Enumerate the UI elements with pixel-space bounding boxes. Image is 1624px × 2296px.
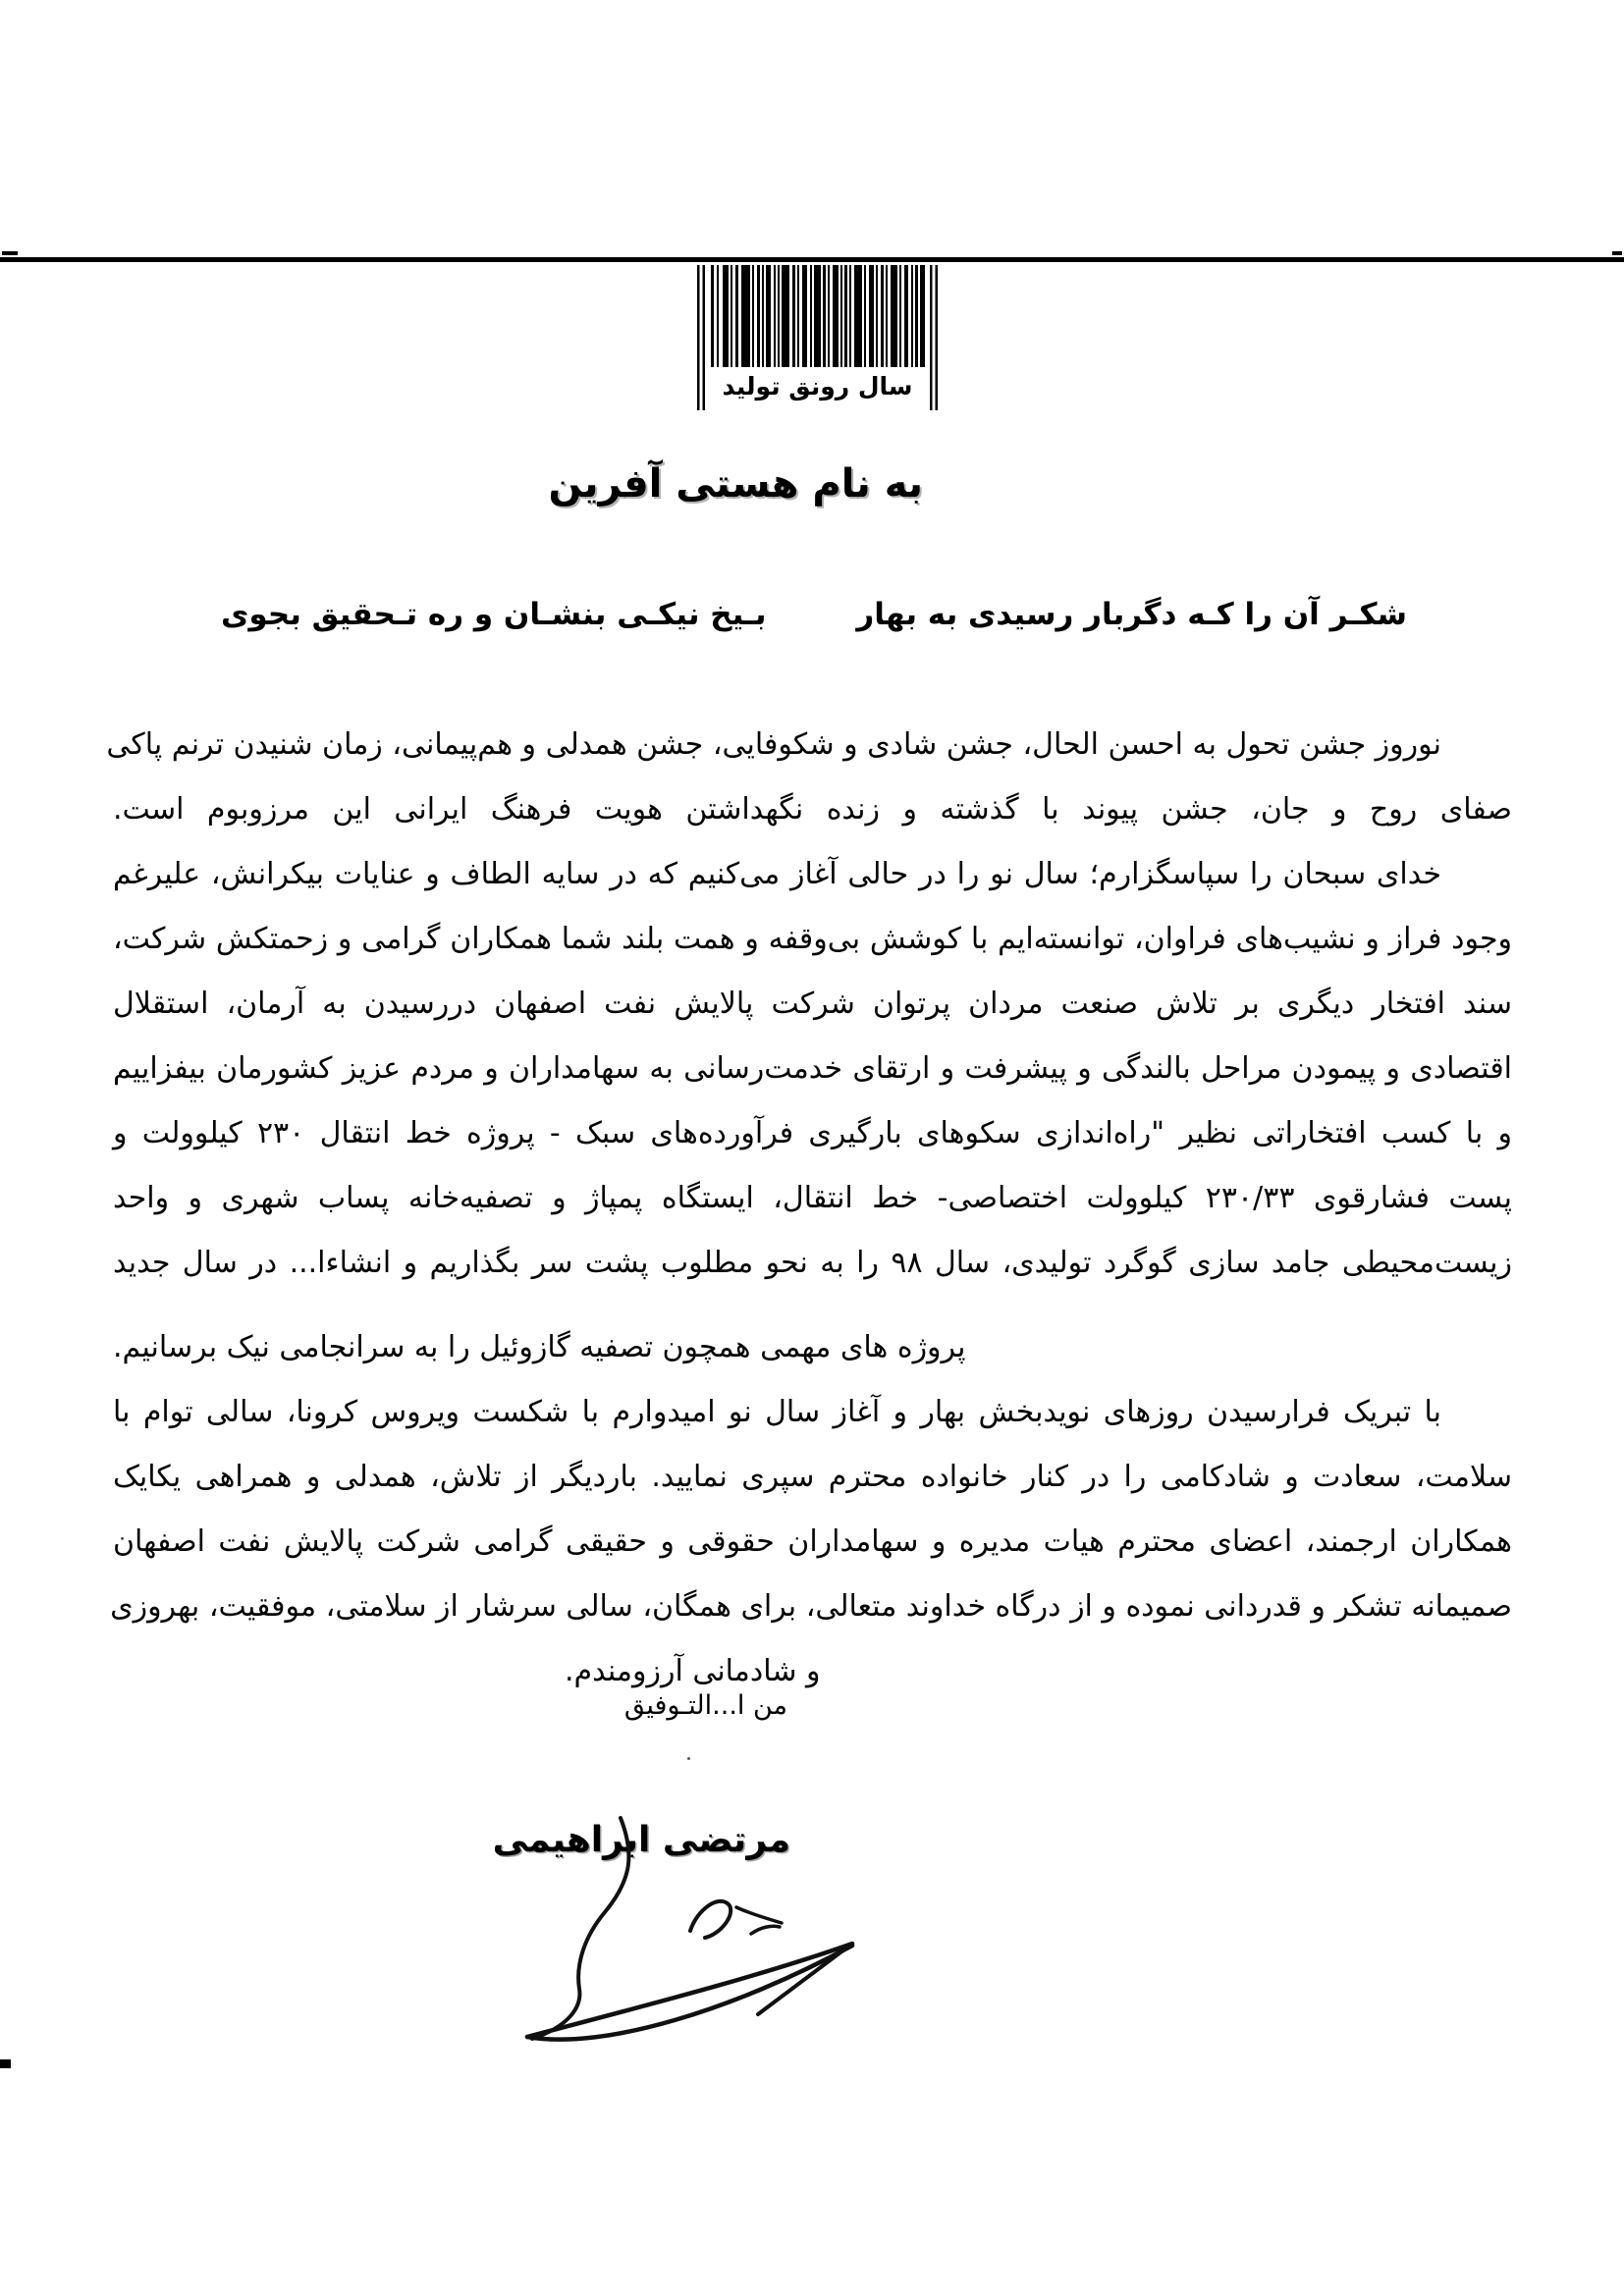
right-edge-tick	[1612, 251, 1622, 255]
body-line: وجود فراز و نشیب‌های فراوان، توانسته‌ایم با کوشش بی‌وقفه و همت بلند شما همکاران گرامی و زحمتکش شرکت،	[113, 922, 1512, 956]
body-line: و شادمانی آرزومندم.	[565, 1654, 821, 1688]
body-line: پروژه های مهمی همچون تصفیه گازوئیل را به سرانجامی نیک برسانیم.	[113, 1330, 966, 1364]
slogan-label: سال رونق تولید	[722, 372, 913, 400]
body-line: صمیمانه تشکر و قدردانی نموده و از درگاه خداوند متعالی، برای همگان، سالی سرشار از سلامتی، موفقیت، بهروزی	[110, 1589, 1512, 1624]
body-line: سند افتخار دیگری بر تلاش صنعت مردان پرتوان شرکت پالایش نفت اصفهان دررسیدن به آرمان، استقلال	[113, 987, 1512, 1021]
closing-phrase: من ا...التـوفیق	[623, 1690, 787, 1721]
body-line: صفای روح و جان، جشن پیوند با گذشته و زنده نگهداشتن هویت فرهنگ ایرانی این مرزوبوم است.	[113, 792, 1512, 827]
body-line: اقتصادی و پیمودن مراحل بالندگی و پیشرفت و ارتقای خدمت‌رسانی به سهامداران و مردم عزیز کشورمان بیفزاییم	[113, 1051, 1512, 1086]
body-line: با تبریک فرارسیدن روزهای نویدبخش بهار و آغاز سال نو امیدوارم با شکست ویروس کرونا، سالی توام با	[113, 1395, 1441, 1429]
body-line: زیست‌محیطی جامد سازی گوگرد تولیدی، سال ۹۸ را به نحو مطلوب پشت سر بگذاریم و انشاءا... در سال جدید	[113, 1246, 1512, 1280]
scan-artifact-dash	[0, 2059, 11, 2068]
poem-couplet	[0, 587, 1624, 642]
poem-left-hemistich: بـیخ نیکـی بنشـان و ره تـحقیق بجوی	[221, 597, 767, 632]
besmellah-heading: به نام هستی آفرین	[548, 461, 923, 507]
top-horizontal-rule	[0, 257, 1624, 262]
letter-body	[106, 713, 1512, 1704]
body-line: سلامت، سعادت و شادکامی را در کنار خانواده محترم سپری نمایید. باردیگر از تلاش، همدلی و همراهی یکایک	[113, 1460, 1512, 1494]
body-line: خدای سبحان را سپاسگزارم؛ سال نو را در حالی آغاز می‌کنیم که در سایه الطاف و عنایات بیکرانش، علیرغم	[113, 857, 1441, 891]
handwritten-signature	[412, 1796, 962, 2091]
body-line: پست فشارقوی ۲۳۰/۳۳ کیلوولت اختصاصی- خط انتقال، ایستگاه پمپاژ و تصفیه‌خانه پساب شهری و واحد	[113, 1181, 1512, 1215]
signatory-name: مرتضی ابراهیمی	[492, 1820, 790, 1860]
body-line: نوروز جشن تحول به احسن الحال، جشن شادی و شکوفایی، جشن همدلی و هم‌پیمانی، زمان شنیدن ترنم پاکی	[106, 727, 1441, 762]
poem-right-hemistich: شکـر آن را کـه دگربار رسیدی به بهار	[856, 597, 1407, 632]
left-edge-tick	[2, 251, 18, 255]
body-line: و با کسب افتخاراتی نظیر "راه‌اندازی سکوهای بارگیری فرآورده‌های سبک - پروژه خط انتقال ۲۳۰ کیلوولت و	[113, 1116, 1512, 1150]
scan-artifact-dot	[687, 1757, 690, 1760]
body-line: همکاران ارجمند، اعضای محترم هیات مدیره و سهامداران حقوقی و حقیقی گرامی شرکت پالایش نفت اصفهان	[113, 1524, 1512, 1559]
slogan-barcode-logo	[697, 265, 938, 410]
